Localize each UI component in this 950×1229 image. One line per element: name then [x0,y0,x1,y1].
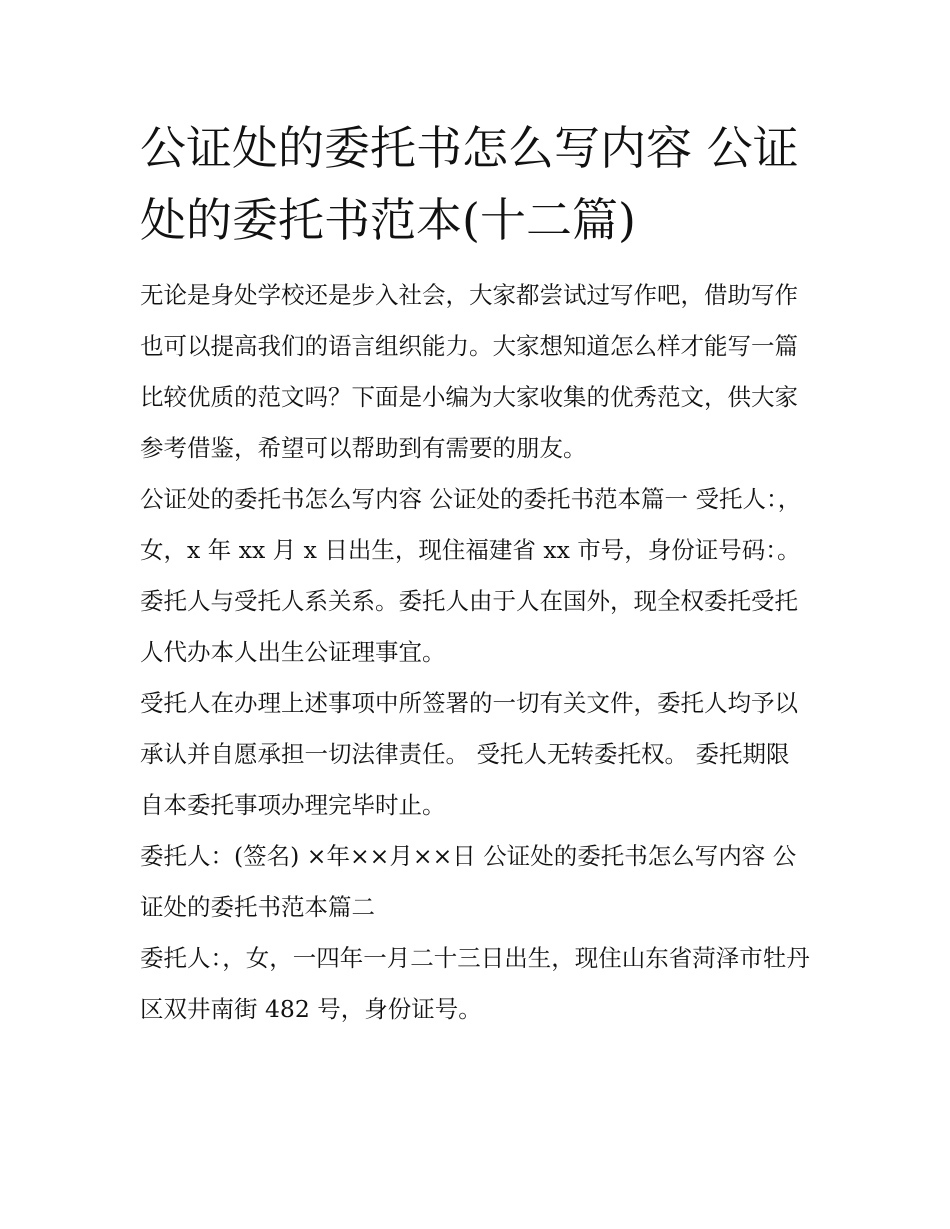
liability-paragraph: 受托人在办理上述事项中所签署的一切有关文件，委托人均予以承认并自愿承担一切法律责任。 受托人无转委托权。 委托期限自本委托事项办理完毕时止。 [140,689,798,819]
document-page [140,112,812,1035]
sample-two-principal-paragraph: 委托人：，女，一四年一月二十三日出生，现住山东省菏泽市牡丹区双井南街 482 号，身份证号。 [140,944,810,1023]
relationship-paragraph: 委托人与受托人系关系。委托人由于人在国外，现全权委托受托人代办本人出生公证理事宜。 [140,587,798,666]
sample-one-trustee-paragraph: 公证处的委托书怎么写内容 公证处的委托书范本篇一 受托人：，女，x 年 xx 月 x 日出生，现住福建省 xx 市号，身份证号码：。 [140,485,802,564]
signature-paragraph: 委托人：(签名) ×年××月××日 公证处的委托书怎么写内容 公证处的委托书范本篇二 [140,842,797,921]
intro-paragraph: 无论是身处学校还是步入社会，大家都尝试过写作吧，借助写作也可以提高我们的语言组织能力。大家想知道怎么样才能写一篇比较优质的范文吗？下面是小编为大家收集的优秀范文，供大家参考借鉴，希望可以帮助到有需要的朋友。 [140,281,798,462]
document-title: 公证处的委托书怎么写内容 公证处的委托书范本(十二篇) [140,121,799,247]
